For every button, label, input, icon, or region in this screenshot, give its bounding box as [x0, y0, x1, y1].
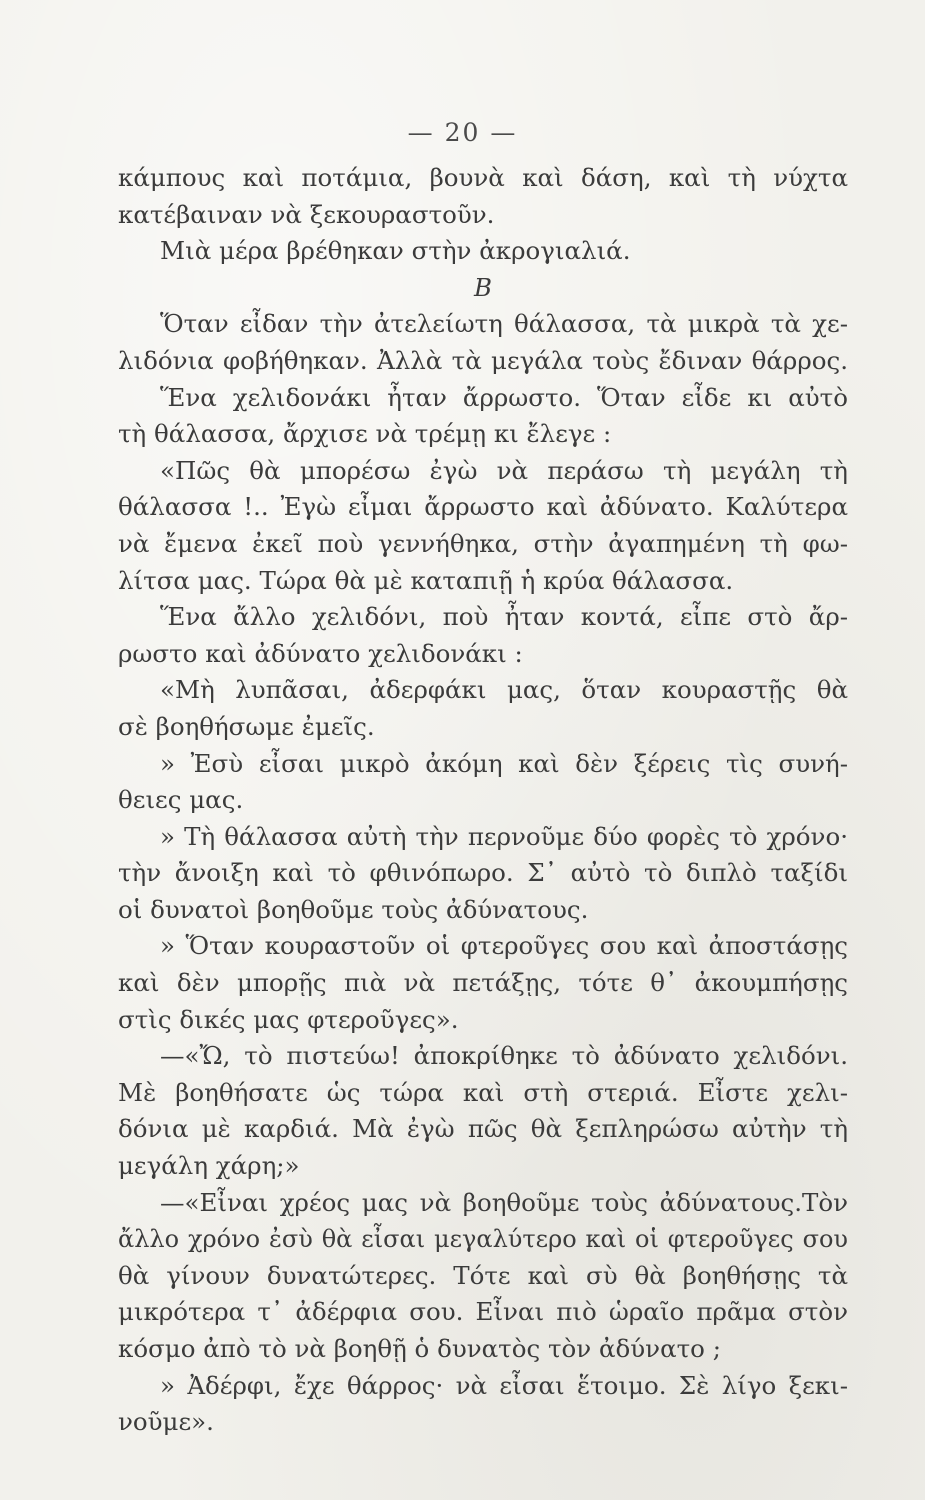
text-line: Μιὰ μέρα βρέθηκαν στὴν ἀκρογιαλιά. [160, 236, 631, 266]
text-line: «Μὴ λυπᾶσαι, ἀδερφάκι μας, ὅταν κουραστῇς θὰ [160, 675, 848, 705]
text-line: —«Ὤ, τὸ πιστεύω! ἀποκρίθηκε τὸ ἀδύνατο χελιδόνι. [160, 1041, 848, 1071]
text-line: θὰ γίνουν δυνατώτερες. Τότε καὶ σὺ θὰ βοηθήσῃς τὰ [118, 1260, 848, 1290]
text-line: θάλασσα !.. Ἐγὼ εἶμαι ἄρρωστο καὶ ἀδύνατο. Καλύτερα [118, 492, 848, 522]
text-line: «Πῶς θὰ μπορέσω ἐγὼ νὰ περάσω τὴ μεγάλη τὴ [160, 455, 848, 485]
text-line: νὰ ἔμενα ἐκεῖ ποὺ γεννήθηκα, στὴν ἀγαπημένη τὴ φω- [118, 528, 848, 558]
text-line: μεγάλη χάρη;» [118, 1151, 300, 1181]
text-line: κόσμο ἀπὸ τὸ νὰ βοηθῇ ὁ δυνατὸς τὸν ἀδύνατο ; [118, 1334, 721, 1363]
text-line: Ἕνα ἄλλο χελιδόνι, ποὺ ἦταν κοντά, εἶπε στὸ ἄρ- [160, 602, 848, 632]
text-line: νοῦμε». [118, 1407, 214, 1437]
text-line: οἱ δυνατοὶ βοηθοῦμε τοὺς ἀδύνατους. [118, 894, 589, 924]
section-heading: B [473, 272, 492, 302]
text-line: τὴ θάλασσα, ἄρχισε νὰ τρέμῃ κι ἔλεγε : [118, 419, 612, 449]
text-line: καὶ δὲν μπορῇς πιὰ νὰ πετάξῃς, τότε θ᾽ ἀκουμπήσῃς [118, 968, 848, 998]
text-line: λίτσα μας. Τώρα θὰ μὲ καταπιῇ ἡ κρύα θάλασσα. [118, 565, 734, 595]
text-line: στὶς δικές μας φτεροῦγες». [118, 1004, 459, 1034]
body-text [118, 160, 848, 1441]
text-line: λιδόνια φοβήθηκαν. Ἀλλὰ τὰ μεγάλα τοὺς ἔδιναν θάρρος. [118, 345, 848, 375]
text-line: » Ἐσὺ εἶσαι μικρὸ ἀκόμη καὶ δὲν ξέρεις τὶς συνή- [160, 748, 848, 778]
text-line: κατέβαιναν νὰ ξεκουραστοῦν. [118, 199, 495, 229]
text-line: » Ὅταν κουραστοῦν οἱ φτεροῦγες σου καὶ ἀποστάσῃς [160, 931, 848, 961]
text-line: —«Εἶναι χρέος μας νὰ βοηθοῦμε τοὺς ἀδύνατους.Τὸν [160, 1187, 848, 1217]
page-number: — 20 — [407, 118, 518, 147]
text-line: » Τὴ θάλασσα αὐτὴ τὴν περνοῦμε δύο φορὲς τὸ χρόνο· [160, 821, 848, 851]
text-line: τὴν ἄνοιξη καὶ τὸ φθινόπωρο. Σ᾽ αὐτὸ τὸ διπλὸ ταξίδι [118, 858, 848, 888]
text-line: ἄλλο χρόνο ἐσὺ θὰ εἶσαι μεγαλύτερο καὶ οἱ φτεροῦγες σου [118, 1225, 848, 1254]
text-line: μικρότερα τ᾽ ἀδέρφια σου. Εἶναι πιὸ ὡραῖο πρᾶμα στὸν [118, 1297, 848, 1327]
text-line: θειες μας. [118, 785, 244, 815]
text-line: Ὅταν εἶδαν τὴν ἀτελείωτη θάλασσα, τὰ μικρὰ τὰ χε- [160, 309, 848, 339]
text-line: Ἕνα χελιδονάκι ἦταν ἄρρωστο. Ὅταν εἶδε κι αὐτὸ [160, 382, 848, 412]
text-line: σὲ βοηθήσωμε ἐμεῖς. [118, 711, 375, 741]
text-line: δόνια μὲ καρδιά. Μὰ ἐγὼ πῶς θὰ ξεπληρώσω αὐτὴν τὴ [118, 1114, 848, 1144]
text-line: » Ἀδέρφι, ἔχε θάρρος· νὰ εἶσαι ἕτοιμο. Σὲ λίγο ξεκι- [160, 1370, 848, 1400]
text-line: ρωστο καὶ ἀδύνατο χελιδονάκι : [118, 638, 523, 668]
text-line: κάμπους καὶ ποτάμια, βουνὰ καὶ δάση, καὶ τὴ νύχτα [118, 163, 848, 192]
text-line: Μὲ βοηθήσατε ὡς τώρα καὶ στὴ στεριά. Εἶστε χελι- [118, 1077, 848, 1107]
